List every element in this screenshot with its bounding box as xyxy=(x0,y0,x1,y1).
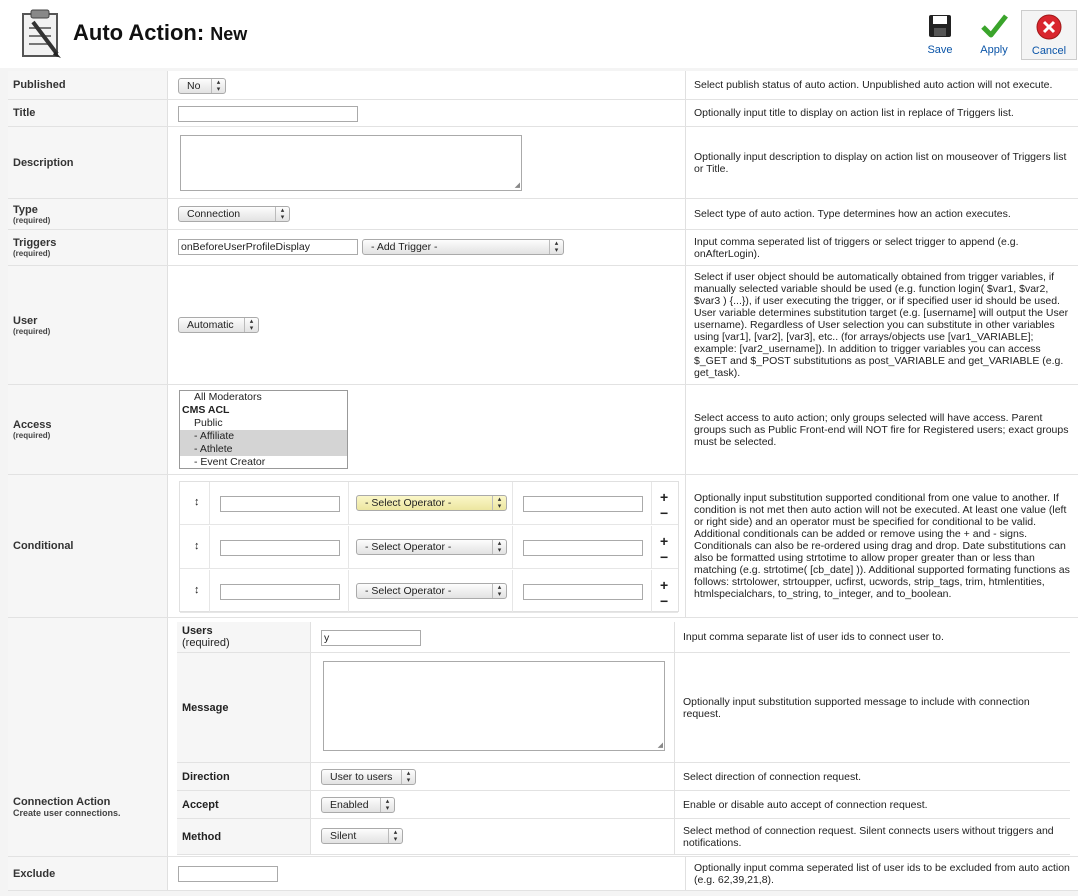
remove-conditional-icon[interactable]: − xyxy=(660,593,669,609)
cancel-label: Cancel xyxy=(1031,45,1067,57)
connection-action-params xyxy=(169,618,1078,856)
floppy-disk-icon xyxy=(926,12,954,40)
desc-type: Select type of auto action. Type determines how an action executes. xyxy=(685,199,1078,229)
resize-grip-icon[interactable]: ◢ xyxy=(514,182,520,189)
page-title-text: Auto Action: xyxy=(73,20,205,45)
page-title xyxy=(73,20,247,46)
conditional-left-input[interactable] xyxy=(220,496,340,512)
message-textarea[interactable] xyxy=(323,661,665,751)
field-published xyxy=(169,71,685,99)
field-triggers xyxy=(169,230,685,265)
triggers-input[interactable]: onBeforeUserProfileDisplay xyxy=(178,239,358,255)
user-value: Automatic xyxy=(187,319,234,331)
published-value: No xyxy=(187,80,201,92)
row-message xyxy=(177,653,1070,763)
label-text: Direction xyxy=(182,770,230,783)
row-title xyxy=(8,100,1078,127)
desc-access: Select access to auto action; only groups selected will have access. Parent groups such as Public Front-end will NOT fire for Registered users; exact groups must be selected. xyxy=(685,385,1078,474)
desc-triggers: Input comma seperated list of triggers or select trigger to append (e.g. onAfterLogin). xyxy=(685,230,1078,265)
required-note: (required) xyxy=(182,637,230,649)
label-subtext: Create user connections. xyxy=(13,808,121,818)
required-note: (required) xyxy=(13,215,51,225)
row-method xyxy=(177,819,1070,855)
access-option[interactable]: All Moderators xyxy=(194,391,262,403)
accept-select[interactable] xyxy=(321,797,395,813)
user-select[interactable] xyxy=(178,317,259,333)
checkmark-icon xyxy=(980,12,1008,40)
field-method xyxy=(312,819,674,854)
close-circle-icon xyxy=(1035,13,1063,41)
label-text: Accept xyxy=(182,798,219,811)
label-accept xyxy=(177,791,311,818)
checklist-icon xyxy=(17,8,65,60)
add-conditional-icon[interactable]: + xyxy=(660,577,669,593)
field-accept xyxy=(312,791,674,818)
row-users xyxy=(177,622,1070,653)
drag-handle-icon[interactable]: ↕ xyxy=(194,496,200,508)
label-triggers xyxy=(8,230,168,265)
conditional-row[interactable] xyxy=(180,482,678,525)
title-input[interactable] xyxy=(178,106,358,122)
field-access xyxy=(169,385,685,474)
label-text: User xyxy=(13,314,38,327)
toolbar-header xyxy=(0,0,1078,68)
row-accept xyxy=(177,791,1070,819)
field-exclude xyxy=(169,857,685,890)
apply-button[interactable] xyxy=(967,10,1021,60)
label-text: Type xyxy=(13,203,38,216)
conditional-row[interactable] xyxy=(180,526,678,569)
row-connection-action xyxy=(8,618,1078,857)
field-description xyxy=(169,127,685,198)
label-text: Description xyxy=(13,156,74,169)
conditional-left-input[interactable] xyxy=(220,584,340,600)
label-published xyxy=(8,71,168,99)
access-option[interactable]: - Affiliate xyxy=(180,430,347,443)
type-select[interactable] xyxy=(178,206,290,222)
method-value: Silent xyxy=(330,830,357,842)
label-conditional xyxy=(8,475,168,617)
drag-handle-icon[interactable]: ↕ xyxy=(194,540,200,552)
label-text: Access xyxy=(13,419,52,431)
operator-select[interactable] xyxy=(356,495,507,511)
label-text: Exclude xyxy=(13,867,56,880)
operator-select[interactable] xyxy=(356,583,507,599)
field-conditional xyxy=(169,475,685,617)
add-trigger-value: - Add Trigger - xyxy=(371,241,438,253)
published-select[interactable] xyxy=(178,78,226,94)
label-direction xyxy=(177,763,311,790)
access-option[interactable]: - Event Creator xyxy=(194,456,266,468)
desc-accept: Enable or disable auto accept of connection request. xyxy=(674,791,1070,818)
conditional-row[interactable] xyxy=(180,570,678,613)
select-arrows-icon: ▴ ▾ xyxy=(275,207,289,221)
label-text: Message xyxy=(182,701,229,714)
label-text: Method xyxy=(182,830,222,843)
row-user xyxy=(8,266,1078,385)
resize-grip-icon[interactable]: ◢ xyxy=(657,742,663,749)
label-text: Connection Action xyxy=(13,796,111,808)
remove-conditional-icon[interactable]: − xyxy=(660,549,669,565)
row-published xyxy=(8,71,1078,100)
label-text: Published xyxy=(13,79,66,91)
access-option[interactable]: CMS ACL xyxy=(182,404,230,416)
label-access xyxy=(8,385,168,474)
field-user xyxy=(169,266,685,384)
label-text: Conditional xyxy=(13,540,74,552)
access-option[interactable]: Public xyxy=(194,417,223,429)
label-type xyxy=(8,199,168,229)
conditional-left-input[interactable] xyxy=(220,540,340,556)
desc-description: Optionally input description to display on action list on mouseover of Triggers list or Title. xyxy=(685,127,1078,198)
desc-method: Select method of connection request. Silent connects users without triggers and notifications. xyxy=(674,819,1070,854)
method-select[interactable] xyxy=(321,828,403,844)
add-trigger-select[interactable] xyxy=(362,239,564,255)
select-arrows-icon: ▴ ▾ xyxy=(492,584,506,598)
field-message xyxy=(312,653,674,762)
users-input[interactable]: y xyxy=(321,630,421,646)
cancel-button[interactable] xyxy=(1021,10,1077,60)
row-access xyxy=(8,385,1078,475)
desc-exclude: Optionally input comma seperated list of user ids to be excluded from auto action (e.g. 62,39,21,8). xyxy=(685,857,1078,890)
label-text: Triggers xyxy=(13,237,57,249)
access-multiselect[interactable] xyxy=(179,390,348,469)
label-text: Title xyxy=(13,107,36,119)
drag-handle-icon[interactable]: ↕ xyxy=(194,584,200,596)
add-conditional-icon[interactable]: + xyxy=(660,533,669,549)
select-arrows-icon: ▴ ▾ xyxy=(388,829,402,843)
select-arrows-icon: ▴ ▾ xyxy=(492,496,506,510)
type-value: Connection xyxy=(187,208,241,220)
operator-value: - Select Operator - xyxy=(365,497,452,509)
select-arrows-icon: ▴ ▾ xyxy=(380,798,394,812)
label-user xyxy=(8,266,168,384)
label-text: Users xyxy=(182,625,213,637)
operator-value: - Select Operator - xyxy=(365,585,452,597)
select-arrows-icon: ▴ ▾ xyxy=(401,770,415,784)
label-message xyxy=(177,653,311,762)
field-title xyxy=(169,100,685,126)
operator-select[interactable] xyxy=(356,539,507,555)
page-subtitle: New xyxy=(210,24,248,44)
row-description xyxy=(8,127,1078,199)
conditional-right-input[interactable] xyxy=(523,496,643,512)
save-label: Save xyxy=(927,44,953,56)
exclude-input[interactable] xyxy=(178,866,278,882)
accept-value: Enabled xyxy=(330,799,369,811)
required-note: (required) xyxy=(13,326,51,336)
select-arrows-icon: ▴ ▾ xyxy=(492,540,506,554)
select-arrows-icon: ▴ ▾ xyxy=(211,79,225,93)
apply-label: Apply xyxy=(980,44,1008,56)
required-note: (required) xyxy=(13,249,51,258)
direction-select[interactable] xyxy=(321,769,416,785)
row-conditional xyxy=(8,475,1078,618)
description-textarea[interactable] xyxy=(180,135,522,191)
save-button[interactable] xyxy=(913,10,967,60)
label-users xyxy=(177,622,311,652)
desc-users: Input comma separate list of user ids to connect user to. xyxy=(674,622,1070,652)
remove-conditional-icon[interactable]: − xyxy=(660,505,669,521)
required-note: (required) xyxy=(13,431,51,440)
select-arrows-icon: ▴ ▾ xyxy=(244,318,258,332)
select-arrows-icon: ▴ ▾ xyxy=(549,240,563,254)
conditional-table xyxy=(179,481,679,612)
conditional-right-input[interactable] xyxy=(523,584,643,600)
desc-published: Select publish status of auto action. Unpublished auto action will not execute. xyxy=(685,71,1078,99)
access-option[interactable]: - Athlete xyxy=(180,443,347,456)
row-direction xyxy=(177,763,1070,791)
field-direction xyxy=(312,763,674,790)
operator-value: - Select Operator - xyxy=(365,541,452,553)
row-exclude xyxy=(8,857,1078,891)
label-description xyxy=(8,127,168,198)
label-method xyxy=(177,819,311,854)
label-connection-action xyxy=(8,618,168,856)
label-title xyxy=(8,100,168,126)
desc-conditional: Optionally input substitution supported conditional from one value to another. If condition is not met then auto action will not be executed. At least one value (left or right side) and an operator must be specified for conditional to be valid. Additional conditionals can be added or remove using the + and - signs. Conditionals can also be re-ordered using drag and drop. Date substitutions can also be formatted using strtotime to allow proper greater than or less than matching (e.g. strtotime( [cb_date] )). Additional supported formating functions as follows: strtolower, strtoupper, ucfirst, ucwords, strip_tags, trim, htmlentities, htmlspecialchars, to_string, to_integer, and to_boolean. xyxy=(685,475,1078,617)
desc-title: Optionally input title to display on action list in replace of Triggers list. xyxy=(685,100,1078,126)
desc-message: Optionally input substitution supported message to include with connection request. xyxy=(674,653,1070,762)
row-type xyxy=(8,199,1078,230)
label-exclude xyxy=(8,857,168,890)
direction-value: User to users xyxy=(330,771,393,783)
desc-user: Select if user object should be automatically obtained from trigger variables, if manually selected variable should be used (e.g. function login( $var1, $var2, $var3 ) {...}), if user executing the trigger, or if specified user id should be used. User variable determines substitution target (e.g. [username] will output the User username). Regardless of User selection you can substitute in other variables using [var1], [var2], [var3], etc.. (for arrays/objects use [var1_VARIABLE]; example: [var2_username]). In addition to trigger variables you can access $_GET and $_POST substitutions as post_VARIABLE and get_VARIABLE (e.g. get_task). xyxy=(685,266,1078,384)
field-type xyxy=(169,199,685,229)
add-conditional-icon[interactable]: + xyxy=(660,489,669,505)
conditional-right-input[interactable] xyxy=(523,540,643,556)
desc-direction: Select direction of connection request. xyxy=(674,763,1070,790)
field-users xyxy=(312,622,674,652)
row-triggers xyxy=(8,230,1078,266)
